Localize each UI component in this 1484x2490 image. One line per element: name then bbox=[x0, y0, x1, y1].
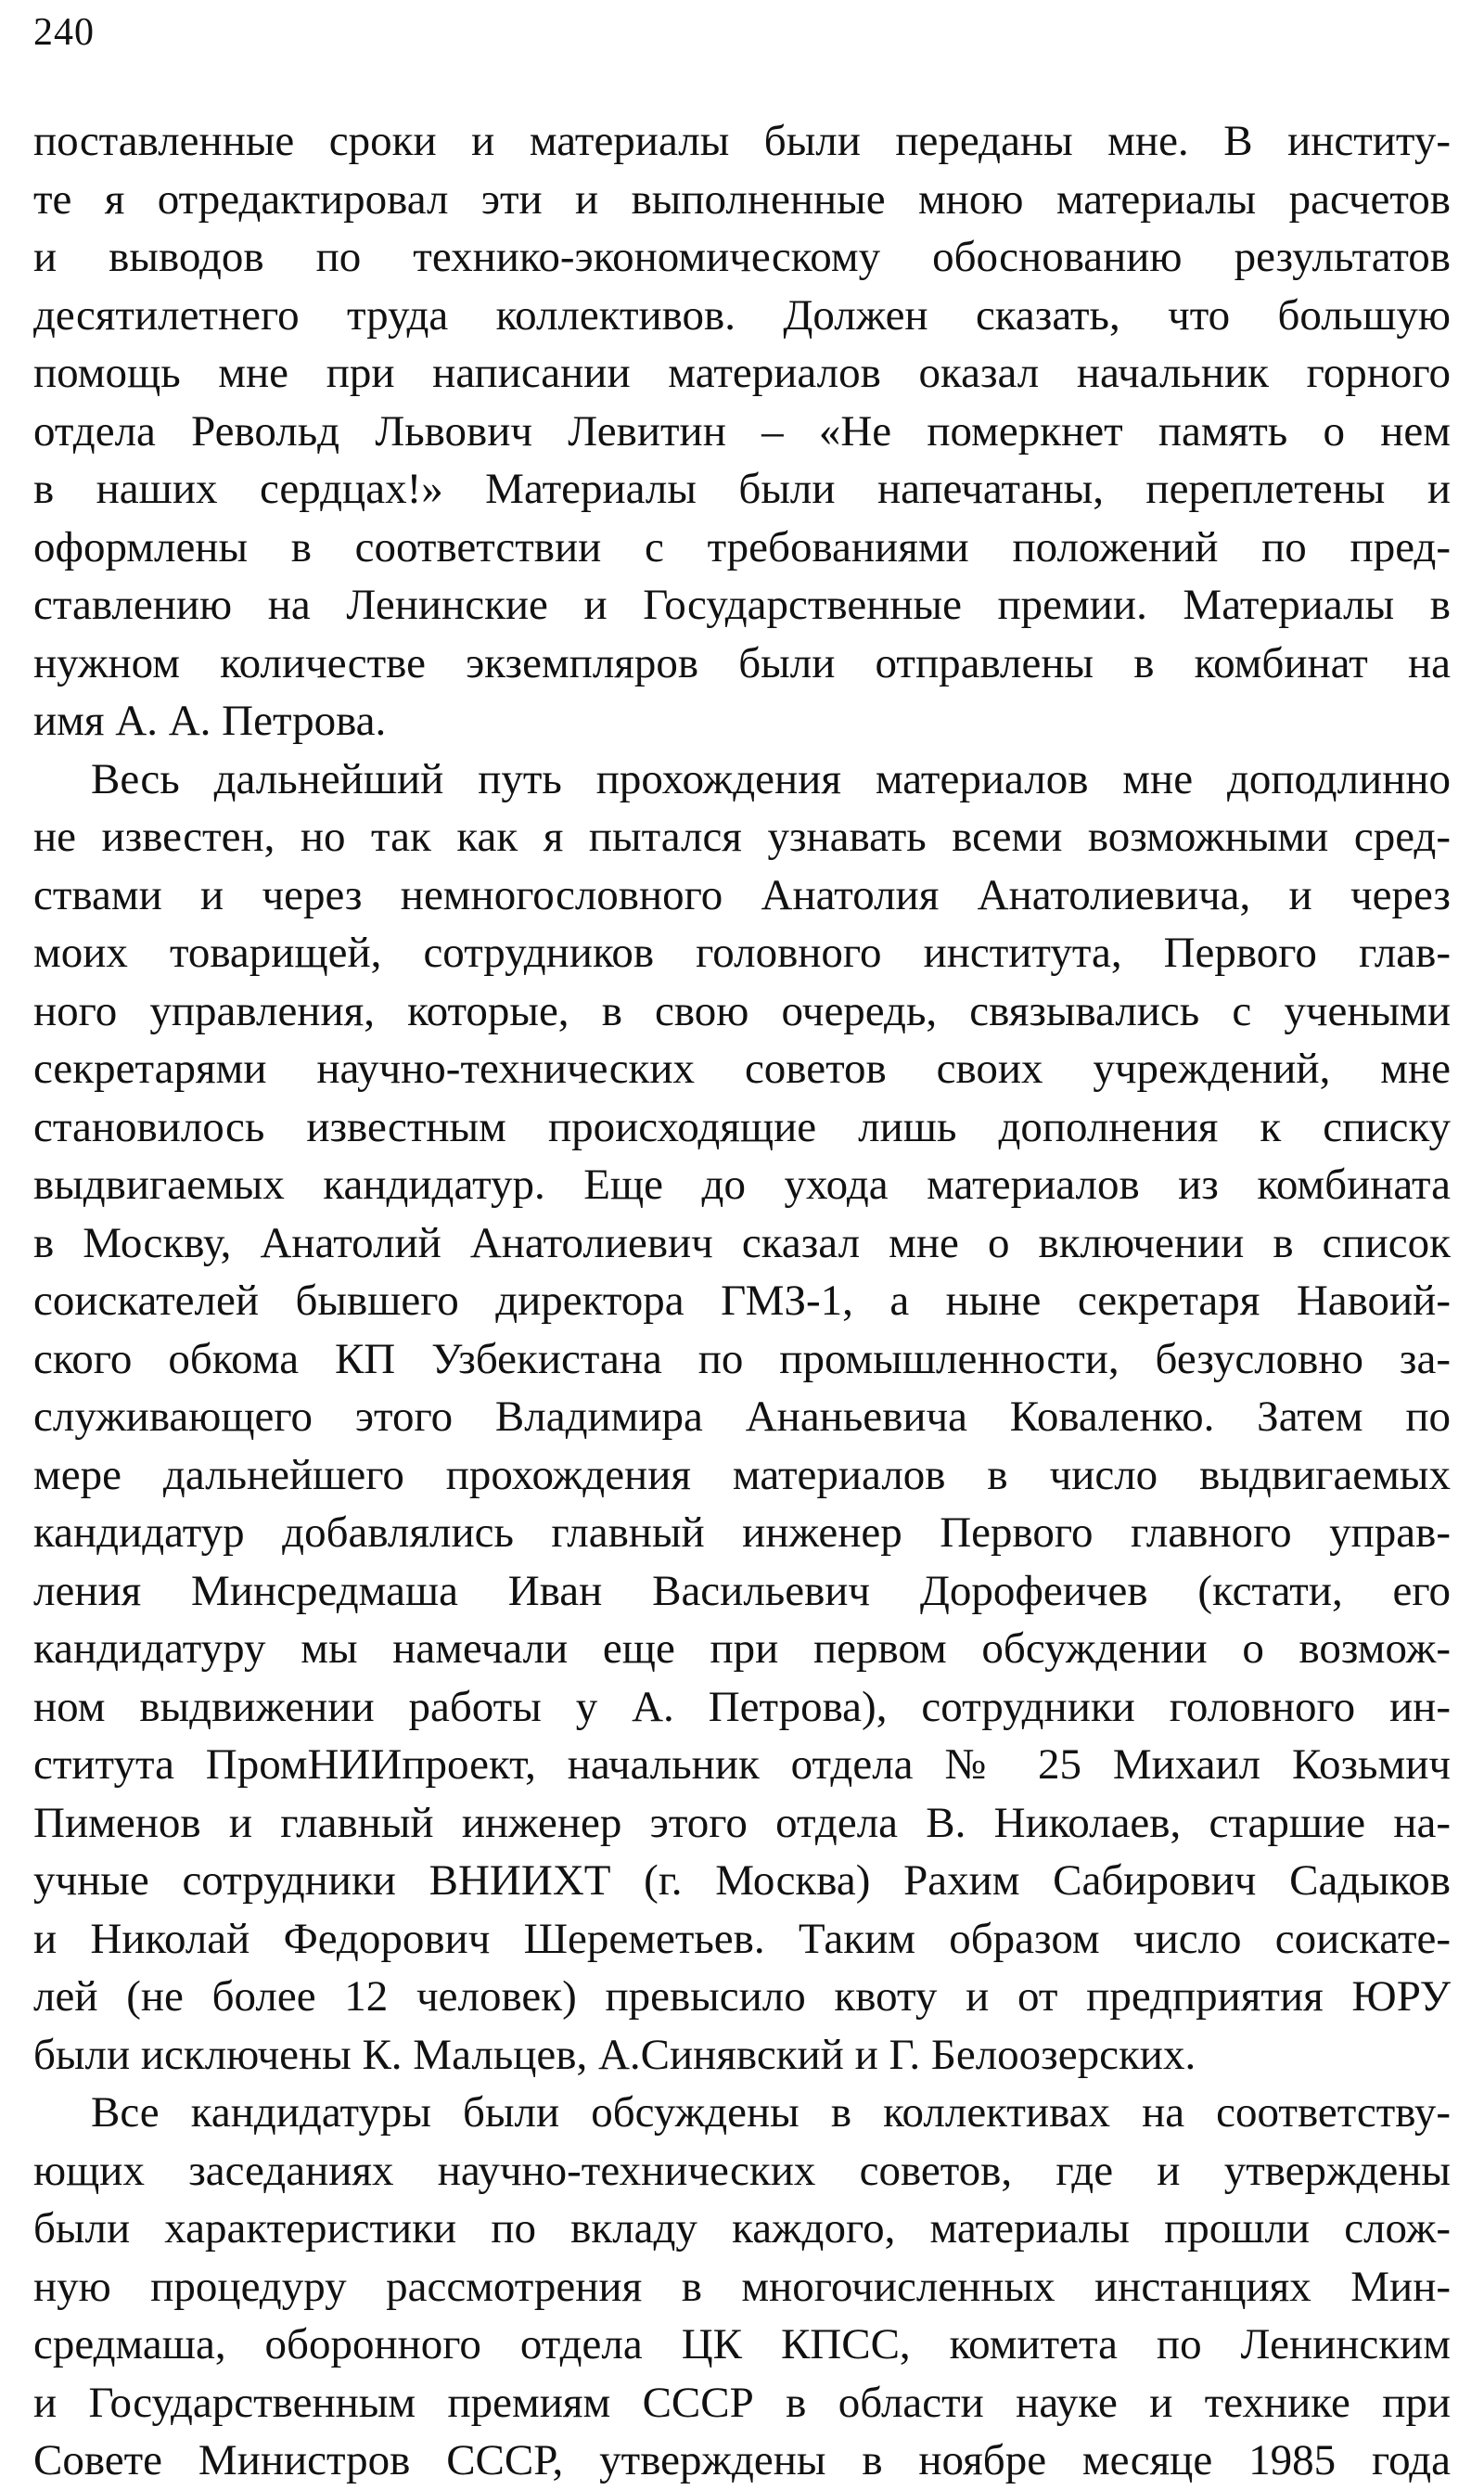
text-line: средмаша, оборонного отдела ЦК КПСС, комитета по Ленинским bbox=[33, 2320, 1451, 2368]
text-line: помощь мне при написании материалов оказал начальник горного bbox=[33, 349, 1451, 397]
text-line: десятилетнего труда коллективов. Должен сказать, что большую bbox=[33, 290, 1451, 340]
text-line: в Москву, Анатолий Анатолиевич сказал мне о включении в список bbox=[33, 1218, 1451, 1267]
text-line: Совете Министров СССР, утверждены в ноябре месяце 1985 года bbox=[33, 2436, 1451, 2484]
text-line: лей (не более 12 человек) превысило квоту и от предприятия ЮРУ bbox=[33, 1972, 1451, 2021]
text-line: не известен, но так как я пытался узнавать всеми возможными сред- bbox=[33, 813, 1451, 861]
text-line: были характеристики по вкладу каждого, материалы прошли слож- bbox=[33, 2204, 1451, 2253]
text-line: моих товарищей, сотрудников головного института, Первого глав- bbox=[33, 929, 1451, 977]
text-line: и выводов по технико-экономическому обоснованию результатов bbox=[33, 233, 1451, 281]
text-line: поставленные сроки и материалы были переданы мне. В институ- bbox=[33, 117, 1451, 165]
text-line: ющих заседаниях научно-технических советов, где и утверждены bbox=[33, 2146, 1451, 2195]
text-line: соискателей бывшего директора ГМЗ-1, а ныне секретаря Навоий- bbox=[33, 1277, 1451, 1325]
text-line: ститута ПромНИИпроект, начальник отдела № 25 Михаил Козьмич bbox=[33, 1740, 1451, 1789]
text-line: служивающего этого Владимира Ананьевича Коваленко. Затем по bbox=[33, 1393, 1451, 1441]
page-number: 240 bbox=[33, 11, 95, 54]
body-text bbox=[33, 112, 1451, 2490]
text-line: ствами и через немногословного Анатолия Анатолиевича, и через bbox=[33, 870, 1451, 919]
text-line: становилось известным происходящие лишь дополнения к списку bbox=[33, 1102, 1451, 1151]
text-line: секретарями научно-технических советов своих учреждений, мне bbox=[33, 1045, 1451, 1093]
paragraph-3 bbox=[33, 2084, 1451, 2490]
text-line: ную процедуру рассмотрения в многочисленных инстанциях Мин- bbox=[33, 2262, 1451, 2311]
text-line: ного управления, которые, в свою очередь, связывались с учеными bbox=[33, 986, 1451, 1035]
text-line: ставлению на Ленинские и Государственные премии. Материалы в bbox=[33, 581, 1451, 629]
text-line: Все кандидатуры были обсуждены в коллективах на соответству- bbox=[91, 2088, 1451, 2137]
text-line: ского обкома КП Узбекистана по промышленности, безусловно за- bbox=[33, 1334, 1451, 1383]
text-line: Весь дальнейший путь прохождения материалов мне доподлинно bbox=[91, 754, 1451, 803]
paragraph-2 bbox=[33, 751, 1451, 2085]
text-line: ления Минсредмаша Иван Васильевич Дорофеичев (кстати, его bbox=[33, 1566, 1451, 1615]
paragraph-1 bbox=[33, 112, 1451, 751]
text-line: оформлены в соответствии с требованиями положений по пред- bbox=[33, 522, 1451, 571]
text-line: нужном количестве экземпляров были отправлены в комбинат на bbox=[33, 638, 1451, 687]
text-line: те я отредактировал эти и выполненные мною материалы расчетов bbox=[33, 174, 1451, 224]
text-line: отдела Револьд Львович Левитин – «Не померкнет память о нем bbox=[33, 406, 1451, 456]
text-line: кандидатуру мы намечали еще при первом обсуждении о возмож- bbox=[33, 1624, 1451, 1673]
text-line: кандидатур добавлялись главный инженер Первого главного управ- bbox=[33, 1508, 1451, 1557]
text-line: учные сотрудники ВНИИХТ (г. Москва) Рахим Сабирович Садыков bbox=[33, 1856, 1451, 1905]
text-line: мере дальнейшего прохождения материалов в число выдвигаемых bbox=[33, 1450, 1451, 1499]
text-line: имя А. А. Петрова. bbox=[33, 697, 387, 745]
text-line: и Государственным премиям СССР в области науке и технике при bbox=[33, 2378, 1451, 2427]
text-line: выдвигаемых кандидатур. Еще до ухода материалов из комбината bbox=[33, 1161, 1451, 1209]
text-line: ном выдвижении работы у А. Петрова), сотрудники головного ин- bbox=[33, 1682, 1451, 1731]
text-line: в наших сердцах!» Материалы были напечатаны, переплетены и bbox=[33, 465, 1451, 513]
text-line: были исключены К. Мальцев, А.Синявский и Г. Белоозерских. bbox=[33, 2030, 1196, 2079]
text-line: Пименов и главный инженер этого отдела В. Николаев, старшие на- bbox=[33, 1798, 1451, 1847]
text-line: и Николай Федорович Шереметьев. Таким образом число соискате- bbox=[33, 1914, 1451, 1963]
